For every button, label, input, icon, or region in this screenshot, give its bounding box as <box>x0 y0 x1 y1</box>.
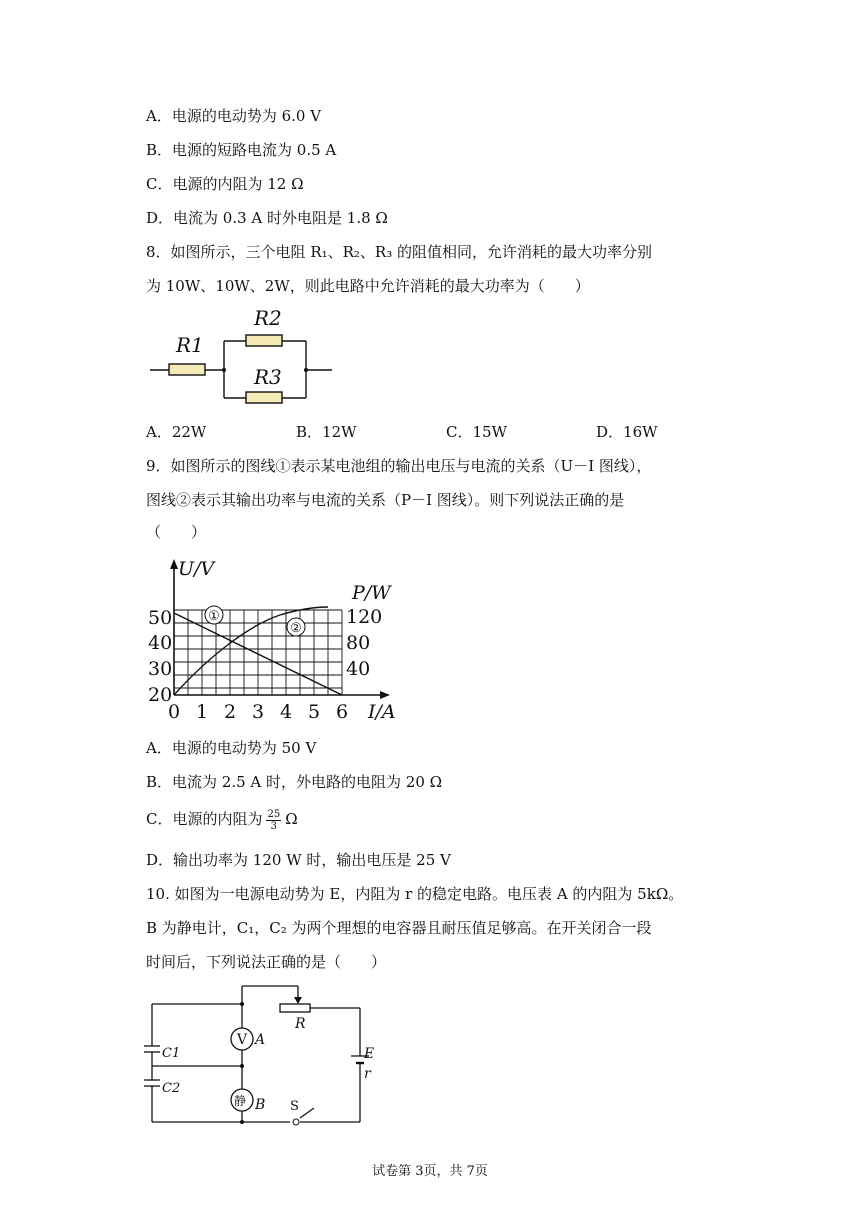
rheostat-label: R <box>295 1016 306 1032</box>
q7-option-b: B．电源的短路电流为 0.5 A <box>146 141 337 159</box>
electrometer-symbol: 静 <box>234 1094 247 1108</box>
q8-option-c: C．15W <box>446 423 507 441</box>
u-axis-label: U/V <box>178 558 215 580</box>
q8-option-b: B．12W <box>296 423 357 441</box>
q10-stem-line2: B 为静电计，C₁，C₂ 为两个理想的电容器且耐压值足够高。在开关闭合一段 <box>146 919 652 937</box>
q8-option-a: A．22W <box>146 423 207 441</box>
q7-option-d: D．电流为 0.3 A 时外电阻是 1.8 Ω <box>146 209 388 227</box>
x-tick-6: 6 <box>336 701 349 723</box>
fraction-numerator: 25 <box>267 808 281 820</box>
c2-label: C2 <box>162 1081 181 1096</box>
internal-resistance-label: r <box>364 1066 371 1082</box>
q9-graph <box>140 555 410 725</box>
q9-option-d: D．输出功率为 120 W 时，输出电压是 25 V <box>146 851 451 869</box>
q7-option-a: A．电源的电动势为 6.0 V <box>146 107 322 125</box>
q9-option-b: B．电流为 2.5 A 时，外电路的电阻为 20 Ω <box>146 773 443 791</box>
q9-option-c-prefix: C．电源的内阻为 <box>146 810 263 828</box>
emf-label: E <box>364 1046 375 1062</box>
y-right-tick-80: 80 <box>346 632 371 654</box>
q9-stem-line3: （ ） <box>146 523 207 541</box>
page-footer: 试卷第 3页，共 7页 <box>372 1164 488 1179</box>
y-left-tick-20: 20 <box>148 684 173 706</box>
x-tick-5: 5 <box>308 701 321 723</box>
voltmeter-symbol: V <box>237 1032 248 1048</box>
q8-option-d: D．16W <box>596 423 658 441</box>
x-tick-2: 2 <box>224 701 237 723</box>
q7-option-c: C．电源的内阻为 12 Ω <box>146 175 304 193</box>
q9-option-a: A．电源的电动势为 50 V <box>146 739 317 757</box>
q9-stem-line2: 图线②表示其输出功率与电流的关系（P－I 图线）。则下列说法正确的是 <box>146 491 625 509</box>
q9-stem-line1: 9．如图所示的图线①表示某电池组的输出电压与电流的关系（U－I 图线）， <box>146 457 652 475</box>
r1-label: R1 <box>176 333 204 357</box>
i-axis-label: I/A <box>368 701 396 723</box>
r2-label: R2 <box>254 306 282 330</box>
y-left-tick-40: 40 <box>148 632 173 654</box>
q10-stem-line1: 10. 如图为一电源电动势为 E，内阻为 r 的稳定电路。电压表 A 的内阻为 5kΩ。 <box>146 885 684 903</box>
y-left-tick-30: 30 <box>148 658 173 680</box>
y-left-tick-50: 50 <box>148 607 173 629</box>
q8-stem-line1: 8．如图所示，三个电阻 R₁、R₂、R₃ 的阻值相同，允许消耗的最大功率分别 <box>146 243 653 261</box>
p-axis-label: P/W <box>352 582 391 604</box>
y-right-tick-40: 40 <box>346 658 371 680</box>
q9-option-c-fraction <box>266 809 281 832</box>
q10-circuit-figure <box>140 982 390 1132</box>
q8-circuit-figure <box>146 300 346 410</box>
q8-stem-line2: 为 10W、10W、2W，则此电路中允许消耗的最大功率为（ ） <box>146 277 590 295</box>
x-tick-3: 3 <box>252 701 265 723</box>
x-tick-1: 1 <box>196 701 209 723</box>
switch-label: S <box>290 1099 299 1114</box>
curve2-label: ② <box>290 621 302 636</box>
x-tick-4: 4 <box>280 701 293 723</box>
electrometer-label: B <box>255 1097 266 1113</box>
r3-label: R3 <box>254 365 282 389</box>
fraction-denominator: 3 <box>270 820 278 832</box>
curve1-label: ① <box>208 609 220 624</box>
c1-label: C1 <box>162 1046 181 1061</box>
y-right-tick-120: 120 <box>346 606 383 628</box>
q10-stem-line3: 时间后，下列说法正确的是（ ） <box>146 953 387 971</box>
q9-option-c <box>146 804 298 834</box>
q9-option-c-unit: Ω <box>285 810 298 828</box>
x-tick-0: 0 <box>168 701 181 723</box>
voltmeter-label: A <box>255 1032 266 1048</box>
